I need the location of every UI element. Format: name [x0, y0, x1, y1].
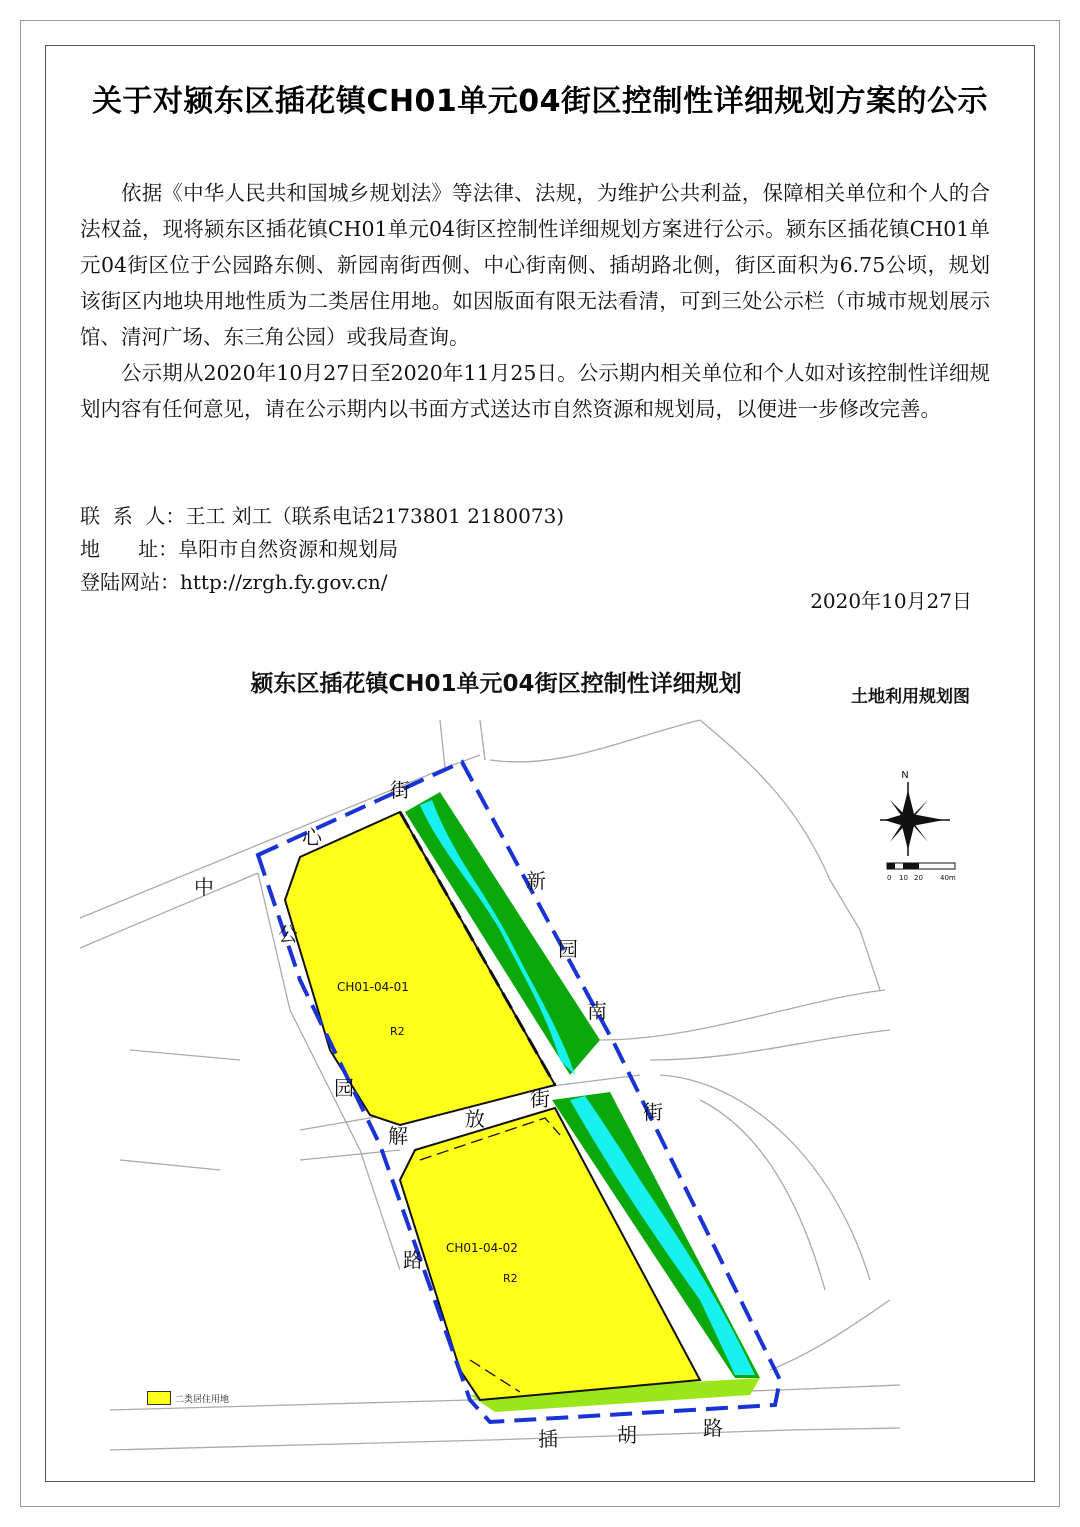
notice-date: 2020年10月27日 [810, 589, 972, 613]
road-east-5 [700, 1100, 825, 1290]
road-label-xin: 心 [302, 825, 322, 849]
contact-person-label: 联 系 人： [80, 504, 186, 528]
notice-title: 关于对颍东区插花镇CH01单元04街区控制性详细规划方案的公示 [91, 84, 989, 119]
west-side-road [130, 1050, 240, 1060]
road-east-1 [830, 880, 880, 990]
road-label-nan: 南 [587, 999, 607, 1023]
road-label-jie1: 街 [390, 778, 410, 802]
road-north-2 [480, 720, 485, 760]
road-label-yuan2: 园 [558, 937, 578, 961]
road-label-fang: 放 [465, 1107, 485, 1131]
scale-label-10: 10 [899, 874, 908, 882]
road-north-1 [440, 720, 445, 768]
zhongxin-street-edge-south [80, 873, 258, 948]
compass-icon [880, 770, 950, 856]
road-label-yuan1: 园 [334, 1076, 354, 1100]
road-label-jie4: 街 [530, 1087, 550, 1111]
road-label-cha: 插 [538, 1427, 558, 1451]
parcel-1-code: CH01-04-01 [337, 980, 409, 994]
scale-label-40: 40m [940, 874, 956, 882]
legend-swatch-residential [147, 1391, 171, 1405]
north-label: N [901, 770, 909, 781]
scale-label-0: 0 [887, 874, 892, 882]
road-east-6 [770, 1300, 890, 1370]
road-label-gong: 公 [278, 922, 298, 946]
road-label-zhong: 中 [194, 875, 214, 899]
address-value: 阜阳市自然资源和规划局 [178, 537, 399, 561]
parcel-1-landuse: R2 [390, 1025, 405, 1038]
map-subtitle: 土地利用规划图 [851, 687, 970, 707]
parcel-2-code: CH01-04-02 [446, 1241, 518, 1255]
map-title: 颍东区插花镇CH01单元04街区控制性详细规划 [250, 671, 742, 697]
scale-label-20: 20 [914, 874, 923, 882]
road-label-lu1: 路 [403, 1248, 423, 1272]
legend-label-residential: 二类居住用地 [175, 1394, 230, 1405]
road-northeast-2 [700, 720, 830, 880]
west-side-road-2 [120, 1160, 220, 1170]
website-link[interactable]: http://zrgh.fy.gov.cn/ [180, 570, 388, 594]
road-label-hu: 胡 [617, 1423, 637, 1447]
chahu-south [110, 1428, 900, 1450]
website-label: 登陆网站： [80, 570, 180, 594]
road-label-lu2: 路 [703, 1416, 723, 1440]
road-northeast-1 [490, 720, 700, 762]
road-east-3 [650, 1030, 890, 1060]
notice-paragraph-1: 依据《中华人民共和国城乡规划法》等法律、法规，为维护公共利益，保障相关单位和个人的合法权益，现将颍东区插花镇CH01单元04街区控制性详细规划方案进行公示。颍东区插花镇CH01单元04街区位于公园路东侧、新园南街西侧、中心街南侧、插胡路北侧，街区面积为6.75公顷，规划该街区内地块用地性质为二类居住用地。如因版面有限无法看清，可到三处公示栏（市城市规划展示馆、清河广场、东三角公园）或我局查询。 [80, 181, 990, 349]
road-label-xin2: 新 [526, 869, 546, 893]
address-label: 地 址： [80, 537, 179, 561]
contact-person-value: 王工 刘工（联系电话2173801 2180073) [185, 504, 565, 528]
road-east-2 [600, 990, 885, 1040]
map-legend [147, 1391, 229, 1405]
notice-paragraph-2: 公示期从2020年10月27日至2020年11月25日。公示期内相关单位和个人如对该控制性详细规划内容有任何意见，请在公示期内以书面方式送达市自然资源和规划局，以便进一步修改完善。 [80, 361, 990, 421]
parcel-2-landuse: R2 [503, 1272, 518, 1285]
road-label-jie3: 解 [388, 1124, 408, 1148]
scale-bar [887, 863, 956, 882]
road-label-jie2: 街 [643, 1100, 663, 1124]
